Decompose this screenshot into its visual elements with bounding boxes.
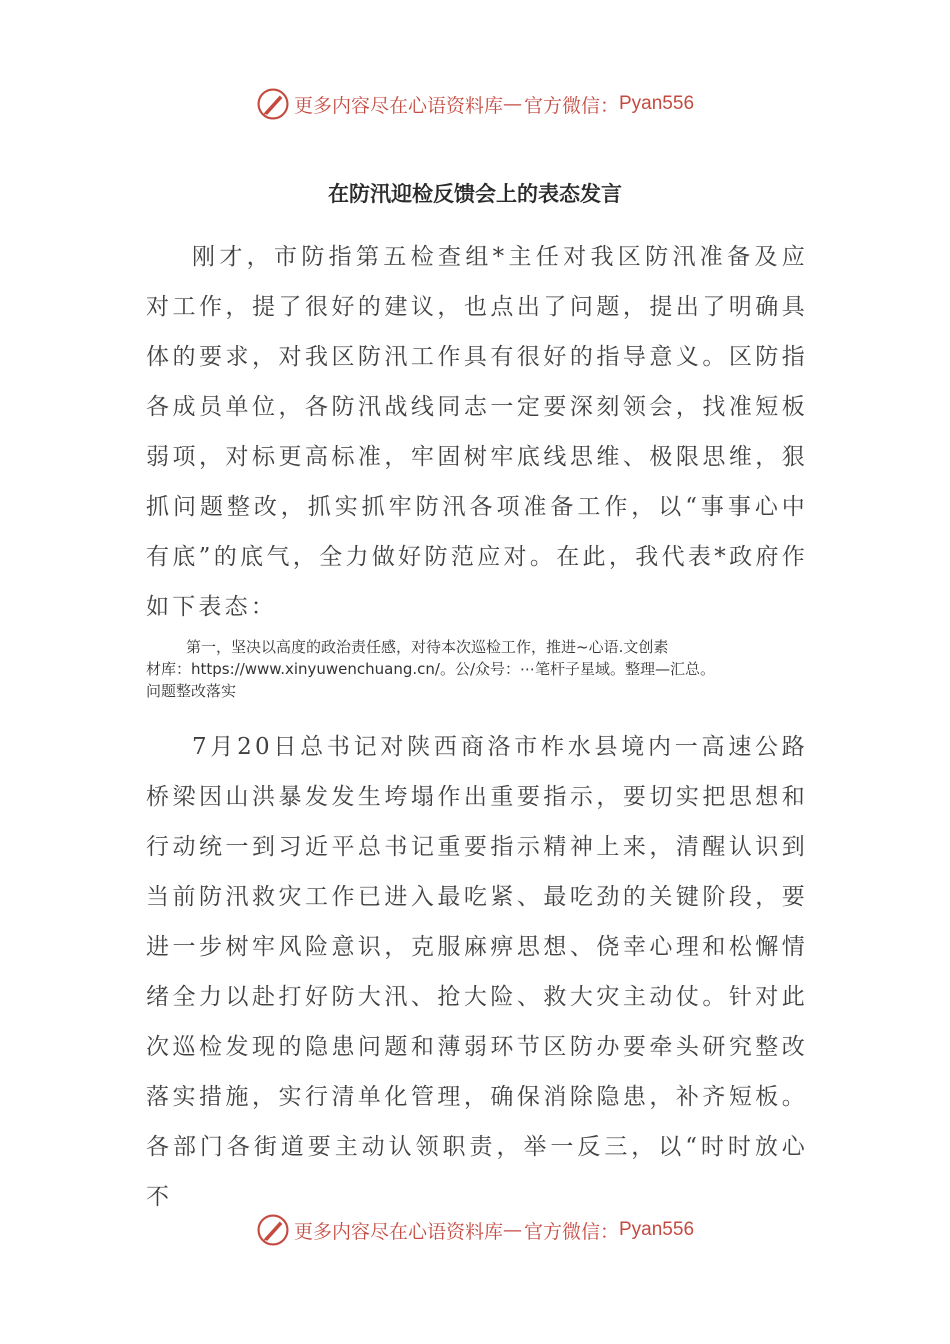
inserted-note — [146, 636, 836, 702]
header-watermark — [0, 84, 950, 124]
footer-watermark — [0, 1210, 950, 1250]
paragraph-2: 7月20日总书记对陕西商洛市柞水县境内一高速公路桥梁因山洪暴发发生垮塌作出重要指示，要切实把思想和行动统一到习近平总书记重要指示精神上来，清醒认识到当前防汛救灾工作已进入最吃紧、最吃劲的关键阶段，要进一步树牢风险意识，克服麻痹思想、侥幸心理和松懈情绪全力以赴打好防大汛、抢大险、救大灾主动仗。针对此次巡检发现的隐患问题和薄弱环节区防办要牵头研究整改落实措施，实行清单化管理，确保消除隐患，补齐短板。各部门各街道要主动认领职责，举一反三，以“时时放心不 — [146, 734, 808, 1210]
footer-wechat-label: 官方微信： — [523, 1220, 619, 1243]
note-line-2: 材库：https://www.xinyuwenchuang.cn/。公/众号：⋯笔杆子星域。整理—汇总。 — [146, 660, 716, 678]
note-line-3: 问题整改落实 — [146, 682, 237, 700]
paragraph-1: 刚才，市防指第五检查组*主任对我区防汛准备及应对工作，提了很好的建议，也点出了问题，提出了明确具体的要求，对我区防汛工作具有很好的指导意义。区防指各成员单位，各防汛战线同志一定要深刻领会，找准短板弱项，对标更高标准，牢固树牢底线思维、极限思维，狠抓问题整改，抓实抓牢防汛各项准备工作，以“事事心中有底”的底气，全力做好防范应对。在此，我代表*政府作如下表态： — [146, 244, 808, 620]
note-line-1: 第一，坚决以高度的政治责任感，对待本次巡检工作，推进~心语.文创素 — [186, 638, 669, 656]
footer-text: 更多内容尽在心语资料库 — [293, 1220, 503, 1243]
document-title: 在防汛迎检反馈会上的表态发言 — [328, 181, 622, 206]
pen-logo-icon — [256, 87, 290, 121]
header-wechat-id: Pyan556 — [619, 93, 695, 114]
header-text: 更多内容尽在心语资料库 — [293, 94, 503, 117]
pen-logo-icon — [256, 1213, 290, 1247]
header-wechat-label: 官方微信： — [523, 94, 619, 117]
header-separator: — — [502, 93, 524, 115]
footer-separator: — — [502, 1219, 524, 1241]
footer-wechat-id: Pyan556 — [619, 1219, 695, 1240]
